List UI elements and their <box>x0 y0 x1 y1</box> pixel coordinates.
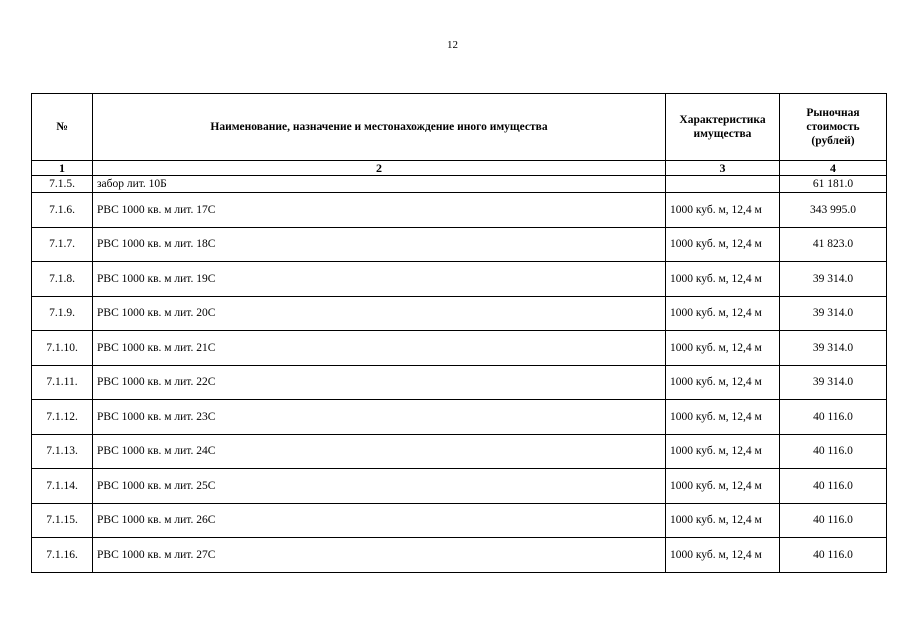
row-name: РВС 1000 кв. м лит. 18С <box>93 227 666 262</box>
row-characteristic: 1000 куб. м, 12,4 м <box>666 296 780 331</box>
row-value: 39 314.0 <box>780 365 887 400</box>
header-num: № <box>32 94 93 161</box>
row-value: 40 116.0 <box>780 400 887 435</box>
row-value: 40 116.0 <box>780 503 887 538</box>
row-value: 343 995.0 <box>780 193 887 228</box>
row-value: 40 116.0 <box>780 434 887 469</box>
table-header-row <box>32 94 887 161</box>
row-name: РВС 1000 кв. м лит. 27С <box>93 538 666 573</box>
column-index: 4 <box>780 161 887 176</box>
row-characteristic <box>666 176 780 193</box>
table-row <box>32 227 887 262</box>
row-name: РВС 1000 кв. м лит. 22С <box>93 365 666 400</box>
property-table <box>31 93 887 573</box>
table-row <box>32 193 887 228</box>
row-number: 7.1.14. <box>32 469 93 504</box>
row-value: 39 314.0 <box>780 262 887 297</box>
table-row <box>32 262 887 297</box>
row-characteristic: 1000 куб. м, 12,4 м <box>666 469 780 504</box>
row-name: РВС 1000 кв. м лит. 20С <box>93 296 666 331</box>
table-row <box>32 400 887 435</box>
row-characteristic: 1000 куб. м, 12,4 м <box>666 227 780 262</box>
row-name: РВС 1000 кв. м лит. 23С <box>93 400 666 435</box>
row-value: 41 823.0 <box>780 227 887 262</box>
column-index-row <box>32 161 887 176</box>
row-number: 7.1.13. <box>32 434 93 469</box>
row-number: 7.1.5. <box>32 176 93 193</box>
row-characteristic: 1000 куб. м, 12,4 м <box>666 262 780 297</box>
column-index: 1 <box>32 161 93 176</box>
row-name: РВС 1000 кв. м лит. 17С <box>93 193 666 228</box>
row-characteristic: 1000 куб. м, 12,4 м <box>666 503 780 538</box>
header-value: Рыночная стоимость (рублей) <box>780 94 887 161</box>
table-row <box>32 434 887 469</box>
row-characteristic: 1000 куб. м, 12,4 м <box>666 365 780 400</box>
row-number: 7.1.16. <box>32 538 93 573</box>
column-index: 2 <box>93 161 666 176</box>
row-characteristic: 1000 куб. м, 12,4 м <box>666 331 780 366</box>
row-characteristic: 1000 куб. м, 12,4 м <box>666 538 780 573</box>
row-name: РВС 1000 кв. м лит. 24С <box>93 434 666 469</box>
row-name: забор лит. 10Б <box>93 176 666 193</box>
table-row <box>32 365 887 400</box>
row-characteristic: 1000 куб. м, 12,4 м <box>666 434 780 469</box>
row-number: 7.1.6. <box>32 193 93 228</box>
row-number: 7.1.9. <box>32 296 93 331</box>
row-number: 7.1.8. <box>32 262 93 297</box>
row-number: 7.1.15. <box>32 503 93 538</box>
row-name: РВС 1000 кв. м лит. 25С <box>93 469 666 504</box>
table-row <box>32 176 887 193</box>
page-number: 12 <box>447 39 458 51</box>
row-characteristic: 1000 куб. м, 12,4 м <box>666 400 780 435</box>
table-row <box>32 331 887 366</box>
row-value: 39 314.0 <box>780 331 887 366</box>
row-name: РВС 1000 кв. м лит. 19С <box>93 262 666 297</box>
table-row <box>32 296 887 331</box>
row-value: 40 116.0 <box>780 538 887 573</box>
table-row <box>32 469 887 504</box>
row-number: 7.1.7. <box>32 227 93 262</box>
row-name: РВС 1000 кв. м лит. 26С <box>93 503 666 538</box>
row-number: 7.1.12. <box>32 400 93 435</box>
row-name: РВС 1000 кв. м лит. 21С <box>93 331 666 366</box>
header-name: Наименование, назначение и местонахождение иного имущества <box>93 94 666 161</box>
row-value: 39 314.0 <box>780 296 887 331</box>
column-index: 3 <box>666 161 780 176</box>
row-number: 7.1.10. <box>32 331 93 366</box>
table-row <box>32 503 887 538</box>
row-characteristic: 1000 куб. м, 12,4 м <box>666 193 780 228</box>
table-row <box>32 538 887 573</box>
row-number: 7.1.11. <box>32 365 93 400</box>
header-characteristic: Характеристика имущества <box>666 94 780 161</box>
row-value: 61 181.0 <box>780 176 887 193</box>
row-value: 40 116.0 <box>780 469 887 504</box>
